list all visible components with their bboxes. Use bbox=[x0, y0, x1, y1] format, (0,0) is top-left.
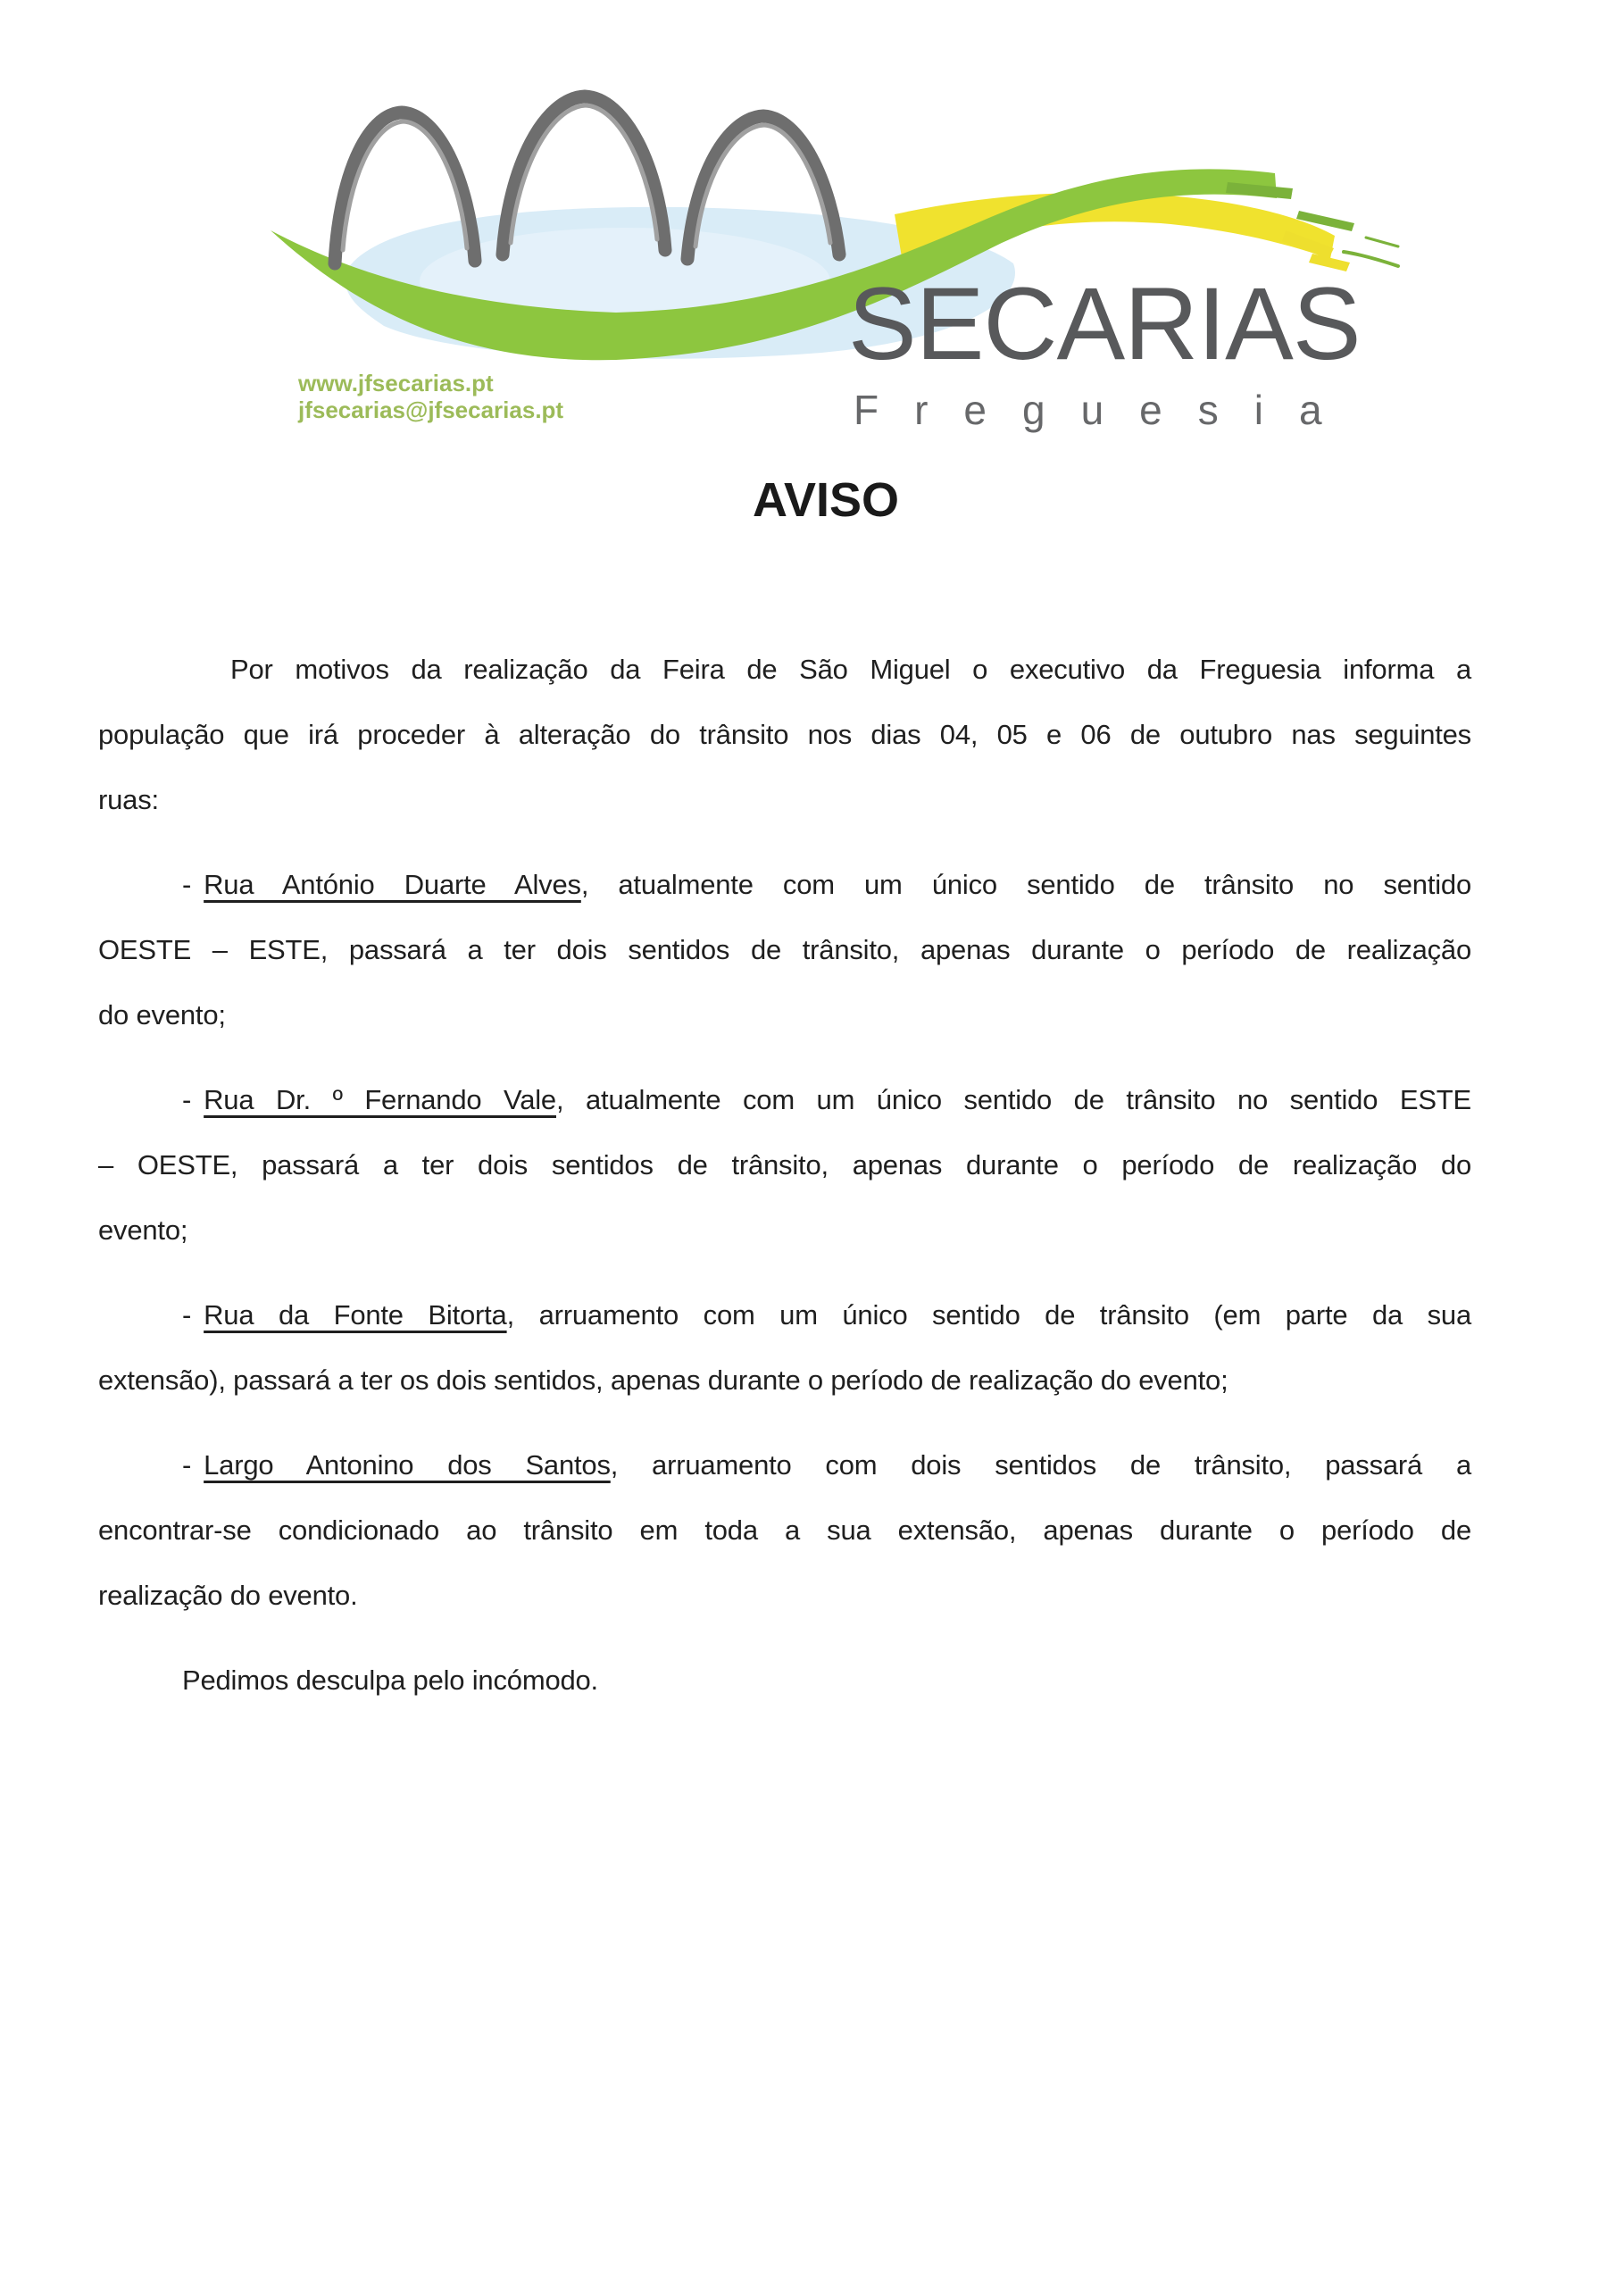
street-name: Rua António Duarte Alves bbox=[204, 869, 581, 900]
logo-contact bbox=[298, 370, 563, 423]
logo-subtitle-text: Freguesia bbox=[854, 387, 1358, 433]
closing-paragraph bbox=[98, 1648, 1471, 1713]
text-line bbox=[98, 1067, 1471, 1132]
text-line: do evento; bbox=[98, 999, 226, 1030]
text-segment: , atualmente com um único sentido de trânsito no sentido ESTE bbox=[555, 1084, 1472, 1115]
logo-email: jfsecarias@jfsecarias.pt bbox=[298, 396, 564, 423]
text-line: população que irá proceder à alteração do trânsito nos dias 04, 05 e 06 de outubro nas seguintes bbox=[98, 719, 1471, 750]
page-title: AVISO bbox=[752, 473, 900, 527]
text-line: evento; bbox=[98, 1214, 188, 1246]
street-name: Largo Antonino dos Santos bbox=[204, 1449, 611, 1481]
logo bbox=[250, 71, 1437, 446]
street-paragraph-4 bbox=[98, 1432, 1471, 1628]
bullet-dash: - bbox=[182, 869, 192, 900]
text-segment: , arruamento com um único sentido de trânsito (em parte da sua bbox=[506, 1299, 1471, 1331]
street-paragraph-2 bbox=[98, 1067, 1471, 1263]
text-line bbox=[98, 1432, 1471, 1498]
logo-website: www.jfsecarias.pt bbox=[298, 370, 494, 396]
text-line: Pedimos desculpa pelo incómodo. bbox=[182, 1664, 598, 1696]
text-line: – OESTE, passará a ter dois sentidos de trânsito, apenas durante o período de realização do bbox=[98, 1149, 1471, 1181]
text-segment: , arruamento com dois sentidos de trânsito, passará a bbox=[610, 1449, 1471, 1481]
street-name: Rua da Fonte Bitorta bbox=[204, 1299, 507, 1331]
text-line: realização do evento. bbox=[98, 1580, 358, 1611]
text-line bbox=[98, 1282, 1471, 1347]
bullet-dash: - bbox=[182, 1084, 192, 1115]
text-line: encontrar-se condicionado ao trânsito em toda a sua extensão, apenas durante o período de bbox=[98, 1514, 1471, 1546]
text-line: ruas: bbox=[98, 784, 159, 815]
bullet-dash: - bbox=[182, 1299, 192, 1331]
logo-green-scribble-2 bbox=[1366, 238, 1398, 246]
street-paragraph-3 bbox=[98, 1282, 1471, 1413]
text-line bbox=[98, 852, 1471, 917]
logo-brand-text: SECARIAS bbox=[848, 267, 1361, 381]
notice-body bbox=[98, 637, 1471, 1732]
text-line: Por motivos da realização da Feira de São Miguel o executivo da Freguesia informa a bbox=[230, 654, 1471, 685]
street-paragraph-1 bbox=[98, 852, 1471, 1047]
text-line: extensão), passará a ter os dois sentidos, apenas durante o período de realização do evento; bbox=[98, 1364, 1228, 1396]
bullet-dash: - bbox=[182, 1449, 192, 1481]
intro-paragraph bbox=[98, 637, 1471, 832]
text-segment: , atualmente com um único sentido de trânsito no sentido bbox=[580, 869, 1472, 900]
logo-green-scribble-1 bbox=[1344, 252, 1398, 266]
text-line: OESTE – ESTE, passará a ter dois sentidos de trânsito, apenas durante o período de realização bbox=[98, 934, 1471, 965]
street-name: Rua Dr. º Fernando Vale bbox=[204, 1084, 556, 1115]
